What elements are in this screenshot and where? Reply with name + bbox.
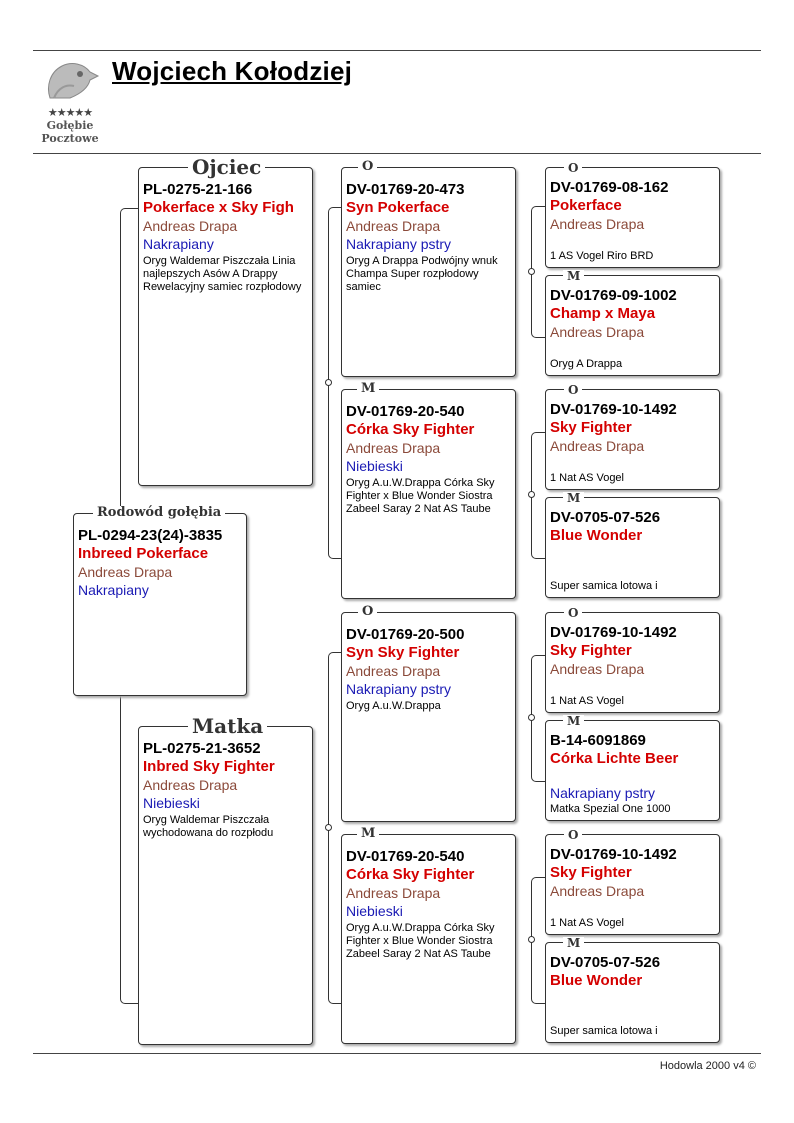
notes: Super samica lotowa i	[550, 1025, 658, 1037]
pigeon-name: Sky Fighter	[550, 419, 632, 436]
owner-name: Wojciech Kołodziej	[112, 56, 353, 86]
connector-dot-mother	[325, 824, 332, 831]
breeder: Andreas Drapa	[550, 438, 645, 454]
breeder: Andreas Drapa	[346, 218, 441, 234]
connector-dot-mf	[528, 714, 535, 721]
label-sire: O	[564, 384, 582, 396]
pigeon-name: Blue Wonder	[550, 972, 643, 989]
ring-number: DV-01769-09-1002	[550, 287, 677, 304]
label-sire: O	[564, 162, 582, 174]
ring-number: DV-01769-10-1492	[550, 624, 677, 641]
pigeon-card-fmm[interactable]	[545, 497, 720, 598]
pigeon-card-ffm[interactable]	[545, 275, 720, 376]
connector-dot-mm	[528, 936, 535, 943]
label-sire: O	[358, 160, 377, 173]
pigeon-name: Blue Wonder	[550, 527, 643, 544]
ring-number: PL-0275-21-3652	[143, 740, 261, 757]
notes: Oryg A.u.W.Drappa	[346, 700, 441, 712]
pigeon-card-mm[interactable]	[341, 834, 516, 1044]
logo-stars: ★★★★★	[47, 106, 93, 119]
label-dam: M	[563, 715, 584, 727]
ring-number: DV-01769-10-1492	[550, 846, 677, 863]
pigeon-head-icon	[40, 58, 100, 102]
pigeon-name: Córka Lichte Beer	[550, 750, 679, 767]
label-sire: O	[564, 829, 582, 841]
pigeon-name: Inbred Sky Fighter	[143, 758, 275, 775]
top-rule	[33, 50, 761, 51]
pigeon-card-mf[interactable]	[341, 612, 516, 822]
notes: Oryg Waldemar Piszczała wychodowana do rozpłodu	[143, 814, 274, 839]
notes: 1 AS Vogel Riro BRD	[550, 250, 654, 262]
logo	[34, 58, 106, 148]
logo-text-1: Gołębie	[46, 119, 94, 132]
pigeon-name: Syn Pokerface	[346, 199, 450, 216]
pigeon-color: Nakrapiany pstry	[346, 681, 452, 697]
notes: 1 Nat AS Vogel	[550, 472, 624, 484]
breeder: Andreas Drapa	[346, 885, 441, 901]
breeder: Andreas Drapa	[143, 218, 238, 234]
header-rule	[33, 153, 761, 154]
ring-number: DV-0705-07-526	[550, 509, 661, 526]
connector-dot-ff	[528, 268, 535, 275]
pigeon-card-father[interactable]	[138, 167, 313, 486]
notes: Oryg A Drappa	[550, 358, 623, 370]
footer-credit: Hodowla 2000 v4 ©	[659, 1060, 756, 1072]
ring-number: DV-01769-08-162	[550, 179, 669, 196]
connector-dot-father	[325, 379, 332, 386]
pigeon-name: Córka Sky Fighter	[346, 421, 475, 438]
label-sire: O	[358, 605, 377, 618]
ring-number: PL-0275-21-166	[143, 181, 253, 198]
ring-number: B-14-6091869	[550, 732, 646, 749]
notes: Oryg A.u.W.Drappa Córka Sky Fighter x Blue Wonder Siostra Zabeel Saray 2 Nat AS Taube	[346, 477, 495, 515]
label-dam: M	[357, 382, 379, 395]
pigeon-color: Nakrapiany	[78, 582, 149, 598]
breeder: Andreas Drapa	[550, 883, 645, 899]
pigeon-color: Niebieski	[346, 458, 403, 474]
label-dam: M	[563, 270, 584, 282]
pigeon-name: Córka Sky Fighter	[346, 866, 475, 883]
notes: Matka Spezial One 1000	[550, 803, 671, 815]
ring-number: PL-0294-23(24)-3835	[78, 527, 223, 544]
pigeon-name: Pokerface	[550, 197, 622, 214]
label-dam: M	[563, 492, 584, 504]
pigeon-name: Sky Fighter	[550, 642, 632, 659]
ring-number: DV-01769-20-540	[346, 848, 465, 865]
breeder: Andreas Drapa	[550, 324, 645, 340]
notes: Oryg Waldemar Piszczała Linia najlepszych Asów A Drappy Rewelacyjny samiec rozpłodowy	[143, 255, 302, 293]
pigeon-color: Nakrapiany pstry	[550, 785, 656, 801]
pigeon-card-fm[interactable]	[341, 389, 516, 599]
pigeon-card-mmm[interactable]	[545, 942, 720, 1043]
pigeon-color: Nakrapiany	[143, 236, 214, 252]
notes: Oryg A Drappa Podwójny wnuk Champa Super rozpłodowy samiec	[346, 255, 498, 293]
pigeon-color: Nakrapiany pstry	[346, 236, 452, 252]
label-mother: Matka	[188, 716, 267, 736]
notes: 1 Nat AS Vogel	[550, 695, 624, 707]
pigeon-card-root[interactable]	[73, 513, 247, 696]
pigeon-card-ff[interactable]	[341, 167, 516, 377]
ring-number: DV-01769-20-473	[346, 181, 465, 198]
pigeon-name: Champ x Maya	[550, 305, 656, 322]
ring-number: DV-01769-20-540	[346, 403, 465, 420]
ring-number: DV-0705-07-526	[550, 954, 661, 971]
notes: Super samica lotowa i	[550, 580, 658, 592]
pigeon-name: Inbreed Pokerface	[78, 545, 209, 562]
pigeon-name: Syn Sky Fighter	[346, 644, 460, 661]
breeder: Andreas Drapa	[78, 564, 173, 580]
connector-dot-fm	[528, 491, 535, 498]
label-root: Rodowód gołębia	[93, 506, 225, 519]
label-dam: M	[563, 937, 584, 949]
pigeon-card-fmf[interactable]	[545, 389, 720, 490]
notes: 1 Nat AS Vogel	[550, 917, 624, 929]
ring-number: DV-01769-10-1492	[550, 401, 677, 418]
notes: Oryg A.u.W.Drappa Córka Sky Fighter x Blue Wonder Siostra Zabeel Saray 2 Nat AS Taube	[346, 922, 495, 960]
breeder: Andreas Drapa	[143, 777, 238, 793]
pigeon-card-mfm[interactable]	[545, 720, 720, 821]
pigeon-name: Pokerface x Sky Figh	[143, 199, 294, 216]
pigeon-name: Sky Fighter	[550, 864, 632, 881]
pigeon-card-fff[interactable]	[545, 167, 720, 268]
label-father: Ojciec	[188, 157, 265, 177]
breeder: Andreas Drapa	[550, 661, 645, 677]
ring-number: DV-01769-20-500	[346, 626, 465, 643]
logo-text-2: Pocztowe	[41, 132, 99, 145]
label-dam: M	[357, 827, 379, 840]
pigeon-card-mother[interactable]	[138, 726, 313, 1045]
breeder: Andreas Drapa	[346, 440, 441, 456]
breeder: Andreas Drapa	[550, 216, 645, 232]
footer-rule	[33, 1053, 761, 1054]
label-sire: O	[564, 607, 582, 619]
pigeon-color: Niebieski	[143, 795, 200, 811]
pigeon-color: Niebieski	[346, 903, 403, 919]
pigeon-card-mmf[interactable]	[545, 834, 720, 935]
pigeon-card-mff[interactable]	[545, 612, 720, 713]
breeder: Andreas Drapa	[346, 663, 441, 679]
